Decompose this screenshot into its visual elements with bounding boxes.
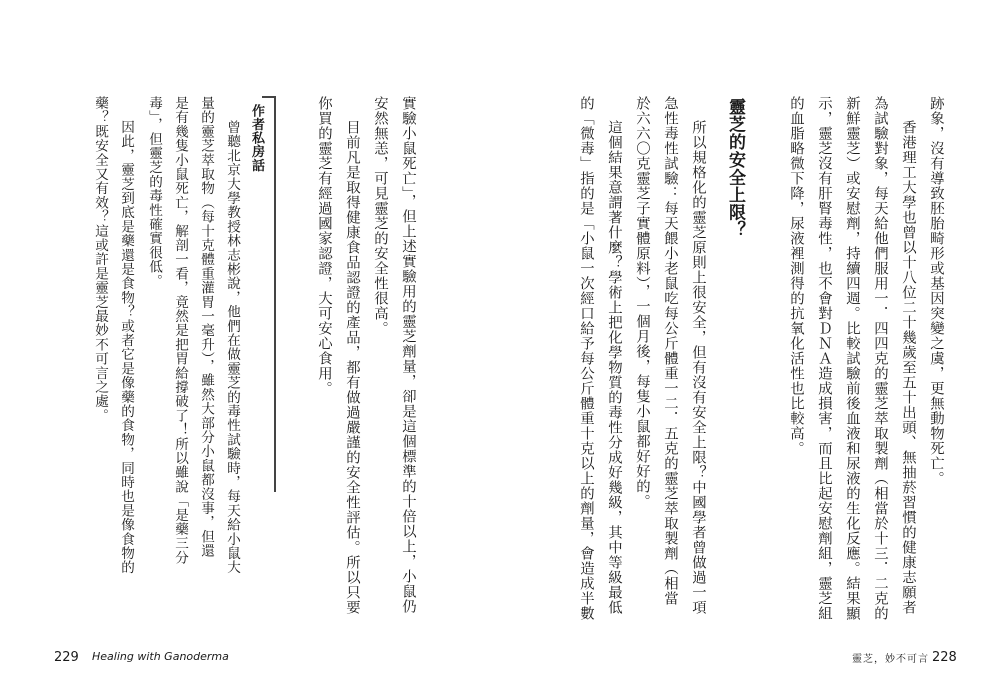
body-line: 的血脂略微下降，尿液裡測得的抗氧化活性也比較高。 — [788, 96, 804, 456]
aside-line: 是有幾隻小鼠死亡，解剖一看，竟然是把胃給撐破了！所以雖說「是藥三分 — [172, 96, 188, 565]
body-line: 急性毒性試驗：每天餵小老鼠吃每公斤體重一二．五克的靈芝萃取製劑（相當 — [662, 96, 678, 606]
body-line: 這個結果意謂著什麼？學術上把化學物質的毒性分成好幾級，其中等級最低 — [606, 120, 622, 615]
aside-line: 藥？既安全又有效？這或許是靈芝最妙不可言之處。 — [92, 96, 108, 423]
running-title: Healing with Ganoderma — [92, 650, 229, 663]
body-line: 你買的靈芝有經過國家認證，大可安心食用。 — [316, 96, 332, 396]
page-number: 228 — [932, 650, 957, 665]
body-line: 所以規格化的靈芝原則上很安全，但有沒有安全上限？中國學者曾做過一項 — [690, 120, 706, 615]
aside-line: 毒」，但靈芝的毒性確實很低。 — [146, 96, 162, 288]
aside-divider — [274, 96, 276, 492]
body-line: 跡象，沒有導致胚胎畸形或基因突變之虞，更無動物死亡。 — [928, 96, 944, 486]
section-heading: 靈芝的安全上限？ — [725, 98, 745, 239]
body-line: 為試驗對象，每天給他們服用一．四四克的靈芝萃取製劑（相當於十三．二克的 — [872, 96, 888, 621]
body-line: 的「微毒」指的是「小鼠一次經口給予每公斤體重十克以上的劑量，會造成半數 — [578, 96, 594, 621]
body-line: 目前凡是取得健康食品認證的產品，都有做過嚴謹的安全性評估。所以只要 — [344, 120, 360, 615]
aside-line: 量的靈芝萃取物（每十克體重灌胃一毫升），雖然大部分小鼠都沒事，但還 — [198, 96, 214, 558]
body-line: 於六六〇克靈芝子實體原料），一個月後，每隻小鼠都好好的。 — [634, 96, 650, 509]
aside-title: 作者私房話 — [249, 104, 264, 172]
aside-corner — [262, 96, 276, 98]
aside-line: 因此，靈芝到底是藥還是食物？或者它是像藥的食物，同時也是像食物的 — [118, 120, 134, 575]
running-title: 靈芝，妙不可言 — [852, 654, 929, 665]
body-line: 示，靈芝沒有肝腎毒性，也不會對ＤＮＡ造成損害，而且比起安慰劑組，靈芝組 — [816, 96, 832, 621]
right-page — [500, 0, 1000, 700]
body-line: 香港理工大學也曾以十八位二十幾歲至五十出頭、無抽菸習慣的健康志願者 — [900, 120, 916, 615]
aside-line: 曾聽北京大學教授林志彬說，他們在做靈芝的毒性試驗時，每天給小鼠大 — [224, 120, 240, 575]
body-line: 安然無恙，可見靈芝的安全性很高。 — [372, 96, 388, 336]
page-number: 229 — [54, 650, 79, 665]
body-line: 新鮮靈芝）或安慰劑，持續四週。比較試驗前後血液和尿液的生化反應。結果顯 — [844, 96, 860, 621]
body-line: 實驗小鼠死亡」，但上述實驗用的靈芝劑量，卻是這個標準的十倍以上，小鼠仍 — [400, 96, 416, 614]
